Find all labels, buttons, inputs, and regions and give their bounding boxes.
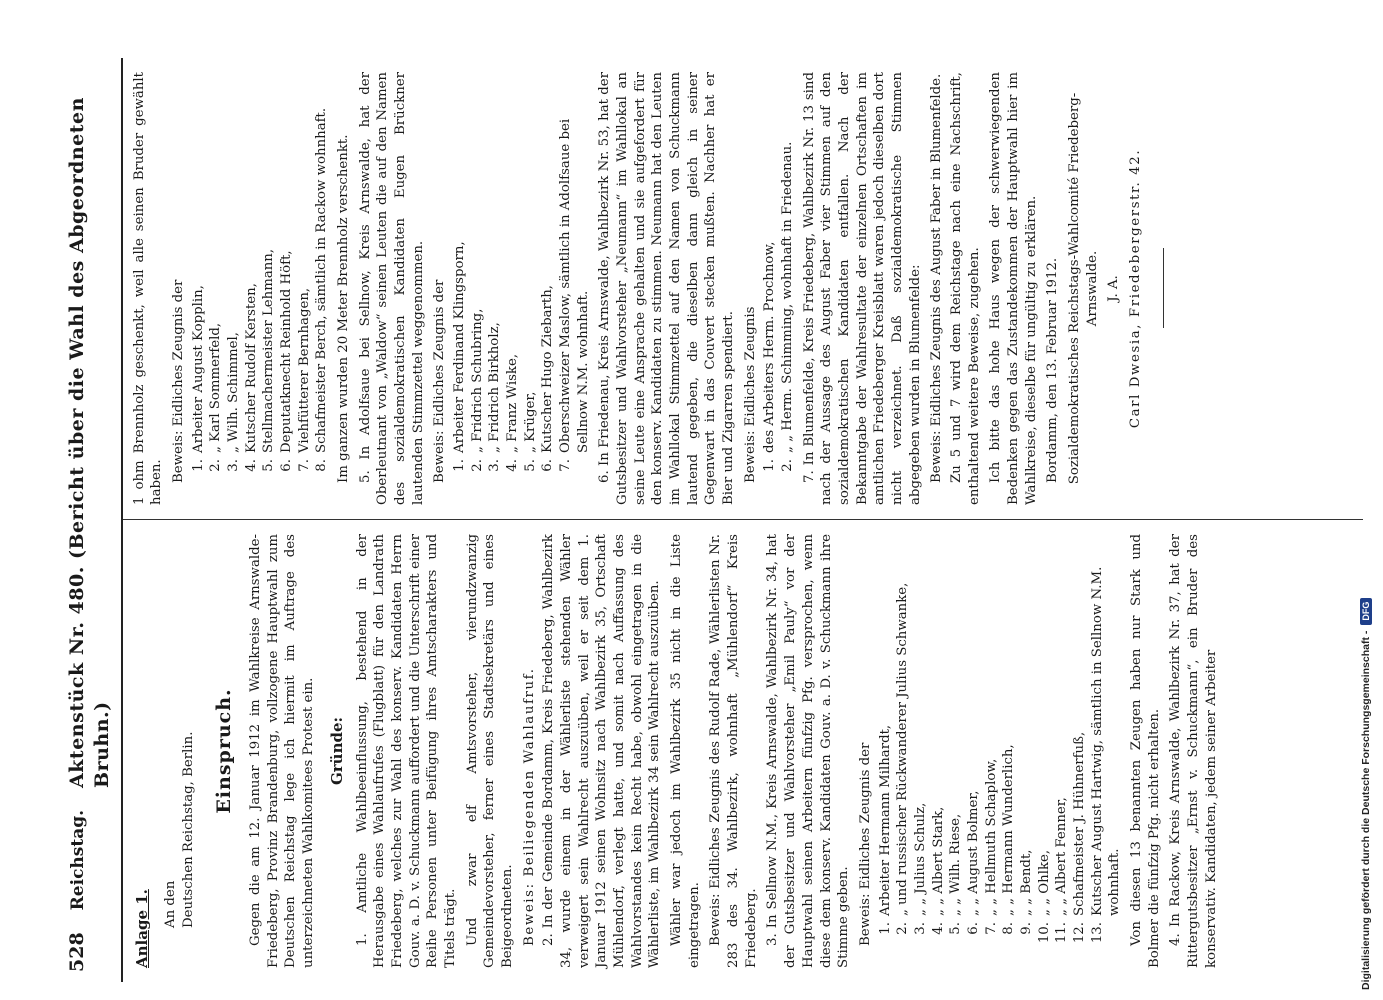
point-2-paragraph: 2. In der Gemeinde Bordamm, Kreis Friedeberg, Wahlbezirk 34, wurde einem in der Wählerliste stehenden Wähler verweigert sein Wahlrecht auszuüben, weil er seit dem 1. Januar 1912 seinen Wohnsitz nach Wahlbezirk 35, Ortschaft Mühlendorf, verlegt hatte, und somit nach Auffassung des Wahlvorstandes kein Recht habe, obwohl eingetragen in die Wählerliste, im Wahlbezirk 34 sein Wahlrecht auszuüben. — [541, 534, 663, 968]
list-item: 10. „ „ Ohlke, — [1036, 849, 1052, 944]
address-line-1: An den — [163, 880, 179, 928]
einspruch-heading: Einspruch. — [212, 688, 235, 814]
signer-name: Carl Dwesia, Friedebergerstr. 42. — [1128, 148, 1144, 429]
point-4-witness-list — [190, 72, 331, 505]
point-1-paragraph: 1. Amtliche Wahlbeeinflussung, bestehend in der Herausgabe eines Wahlaufrufes (Flugblatt) für den Landrath Friedeberg, welches zur Wahl des konserv. Kandidaten Herrn Gouv. a. D. v. Schuckmann auffordert und die Unterschrift einer Reihe Personen unter Beifügung ihres Amtscharakters und Titels trägt. — [354, 534, 459, 968]
list-item: 1. Arbeiter August Kopplin, — [190, 285, 206, 472]
list-item: 4. Kutscher Rudolf Kersten, — [243, 283, 259, 472]
page-header — [59, 58, 123, 982]
page-number: 528 — [66, 932, 88, 972]
list-item: 8. Schafmeister Berch, sämtlich in Rackow wohnhaft. — [314, 107, 330, 472]
list-item: 13. Kutscher August Hartwig, sämtlich in Sellnow N.M. wohnhaft. — [1089, 566, 1123, 944]
committee-name: Sozialdemokratisches Reichstags-Wahlcomité Friedeberg-Arnswalde. — [1067, 92, 1100, 485]
document-stage — [55, 10, 1355, 990]
list-item: 4. „ Franz Wiske, — [504, 353, 520, 472]
list-item: 11. „ „ Albert Fenner, — [1054, 797, 1070, 944]
list-item: 6. Kutscher Hugo Ziebarth, — [540, 284, 556, 472]
gruende-heading: Gründe: — [327, 716, 346, 786]
point-5-evidence: Beweis: Eidliches Zeugnis der — [432, 279, 448, 483]
list-item: 7. Viehfütterer Bernhagen, — [296, 287, 312, 472]
list-item: 5. „ Krüger, — [522, 391, 538, 472]
point-4-continuation: 1 ohm Brennholz geschenkt, weil alle seinen Bruder gewählt haben. — [131, 72, 165, 505]
list-item: 3. „ Wilh. Schimmel, — [225, 331, 241, 472]
list-item: 2. „ Fridrich Schubring, — [469, 308, 485, 472]
anlage-heading: Anlage 1. — [132, 889, 151, 968]
list-item: 3. „ „ Julius Schulz, — [912, 802, 928, 935]
signature-ia: J. A. — [1106, 275, 1122, 302]
point-2b-paragraph: Wähler war jedoch im Wahlbezirk 35 nicht in die Liste eingetragen. — [669, 534, 702, 968]
list-item: 9. „ „ Bendt, — [1018, 849, 1034, 935]
list-item: 3. „ Fridrich Birkholz, — [487, 322, 503, 472]
point-1-evidence: Beweis: Beiliegenden Wahlaufruf. — [521, 667, 537, 946]
point-1b-paragraph: Und zwar elf Amtsvorsteher, vierundzwanzig Gemeindevorsteher, ferner eines Stadtsekretärs und eines Beigeordneten. — [464, 534, 516, 968]
page-title: Aktenstück Nr. 480. (Bericht über die Wahl des Abgeordneten Bruhn.) — [66, 97, 114, 788]
point-3-witness-list — [877, 534, 1124, 968]
list-item: 2. „ „ Herm. Schimming, wohnhaft in Friedenau. — [780, 141, 796, 472]
point-7-evidence: Beweis: Eidliches Zeugnis des August Faber in Blumenfelde. — [929, 73, 945, 483]
digitization-note — [1360, 10, 1372, 990]
point-5-witness-list — [451, 72, 592, 505]
place-date: Bordamm, den 13. Februar 1912. — [1045, 257, 1061, 483]
point-5-paragraph: 5. In Adolfsaue bei Sellnow, Kreis Arnswalde, hat der Oberleutnant von „Waldow“ seinen Leuten die auf den Namen des sozialdemokratischen Kandidaten Eugen Brückner lautenden Stimmzettel weggenommen. — [357, 72, 426, 505]
right-column — [123, 58, 1363, 520]
list-item: 7. „ „ Hellmuth Schaplow, — [983, 758, 999, 935]
text-columns — [123, 58, 1363, 982]
list-item: 7. Oberschweizer Maslow, sämtlich in Adolfsaue bei Sellnow N.M. wohnhaft. — [557, 118, 591, 472]
list-item: 1. Arbeiter Ferdinand Klingsporn, — [451, 241, 467, 472]
list-item: 1. des Arbeiters Herm. Prochnow, — [762, 241, 778, 472]
document-page — [55, 50, 1355, 990]
list-item: 8. „ „ Hermann Wunderlich, — [1001, 744, 1017, 935]
address-line-2: Deutschen Reichstag, Berlin. — [181, 731, 197, 928]
end-rule — [1163, 249, 1164, 329]
list-item: 5. „ „ Wilh. Riese, — [948, 813, 964, 935]
list-item: 4. „ „ Albert Stark, — [930, 806, 946, 935]
list-item: 6. Deputatknecht Reinhold Höft, — [278, 250, 294, 472]
point-7-paragraph: 7. In Blumenfelde, Kreis Friedeberg, Wahlbezirk Nr. 13 sind nach der Aussage des August Faber vier Stimmen auf den sozialdemokratischen Kandidaten entfallen. Nach der Bekanntgabe der Wahlresultate der einzelnen Ortschaften im amtlichen Friedeberger Kreisblatt waren jedoch dieselben dort nicht verzeichnet. Daß sozialdemokratische Stimmen abgegeben wurden in Blumenfelde: — [801, 72, 923, 505]
point-3-conclusion: Von diesen 13 benannten Zeugen haben nur Stark und Bolmer die fünfzig Pfg. nicht erhalten. — [1128, 534, 1162, 968]
left-column — [123, 520, 1363, 982]
list-item: 12. Schafmeister J. Hühnerfuß, — [1071, 731, 1087, 944]
list-item: 5. Stellmachermeister Lehmann, — [261, 248, 277, 472]
publication-name: Reichstag. — [68, 809, 88, 911]
point-3-paragraph: 3. In Sellnow N.M., Kreis Arnswalde, Wahlbezirk Nr. 34, hat der Gutsbesitzer und Wahlvorsteher „Emil Pauly“ vor der Hauptwahl seinen Arbeitern fünfzig Pfg. versprochen, wenn diese dem konserv. Kandidaten Gouv. a. D. v. Schuckmann ihre Stimme geben. — [765, 534, 852, 968]
point-2-evidence: Beweis: Eidliches Zeugnis des Rudolf Rade, Wählerlisten Nr. 283 des 34. Wahlbezirk, wohnhaft „Mühlendorf“ Kreis Friedeberg. — [708, 534, 759, 968]
point-6-paragraph: 6. In Friedenau, Kreis Arnswalde, Wahlbezirk Nr. 53, hat der Gutsbesitzer und Wahlvorsteher „Neumann“ im Wahllokal an seine Leute eine Ansprache gehalten und sie aufgefordert für den konserv. Kandidaten zu stimmen. Neumann hat den Leuten im Wahllokal Stimmzettel auf den Namen von Schuckmann lautend gegeben, die dieselben dann gleich in seiner Gegenwart in das Couvert stecken mußten. Nachher hat er Bier und Zigarren spendiert. — [597, 72, 737, 505]
point-6-evidence: Beweis: Eidliches Zeugnis — [742, 306, 758, 483]
intro-paragraph: Gegen die am 12. Januar 1912 im Wahlkreise Arnswalde-Friedeberg, Provinz Brandenburg, vollzogene Hauptwahl zum Deutschen Reichstag lege ich hiermit im Auftrage des unterzeichneten Wahlkomitees Protest ein. — [248, 534, 317, 968]
point-4-conclusion: Im ganzen wurden 20 Meter Brennholz verschenkt. — [335, 134, 351, 483]
list-item: 2. „ und russischer Rückwanderer Julius Schwanke, — [895, 582, 911, 935]
list-item: 6. „ „ August Bolmer, — [965, 790, 981, 935]
point-6-witness-list — [761, 72, 796, 505]
list-item: 1. Arbeiter Hermann Milhardt, — [877, 724, 893, 935]
point-4-paragraph: 4. In Rackow, Kreis Arnswalde, Wahlbezirk Nr. 37, hat der Rittergutsbesitzer „Ernst v. Schuckmann“, ein Bruder des konservativ. Kandidaten, jedem seiner Arbeiter — [1168, 534, 1219, 968]
request-paragraph: Ich bitte das hohe Haus wegen der schwerwiegenden Bedenken gegen das Zustandekommen der Hauptwahl hier im Wahlkreise, dieselbe für ungültig zu erklären. — [988, 72, 1039, 505]
postscript-note: Zu 5 und 7 wird dem Reichstage nach eine Nachschrift, enthaltend weitere Beweise, zugehen. — [949, 72, 982, 505]
digitization-text: Digitalisierung gefördert durch die Deutsche Forschungsgemeinschaft - — [1360, 630, 1372, 990]
point-3-evidence: Beweis: Eidliches Zeugnis der — [857, 742, 873, 946]
dfg-logo: DFG — [1360, 598, 1372, 625]
list-item: 2. „ Karl Sommerfeld, — [208, 322, 224, 472]
point-4-evidence: Beweis: Eidliches Zeugnis der — [170, 279, 186, 483]
